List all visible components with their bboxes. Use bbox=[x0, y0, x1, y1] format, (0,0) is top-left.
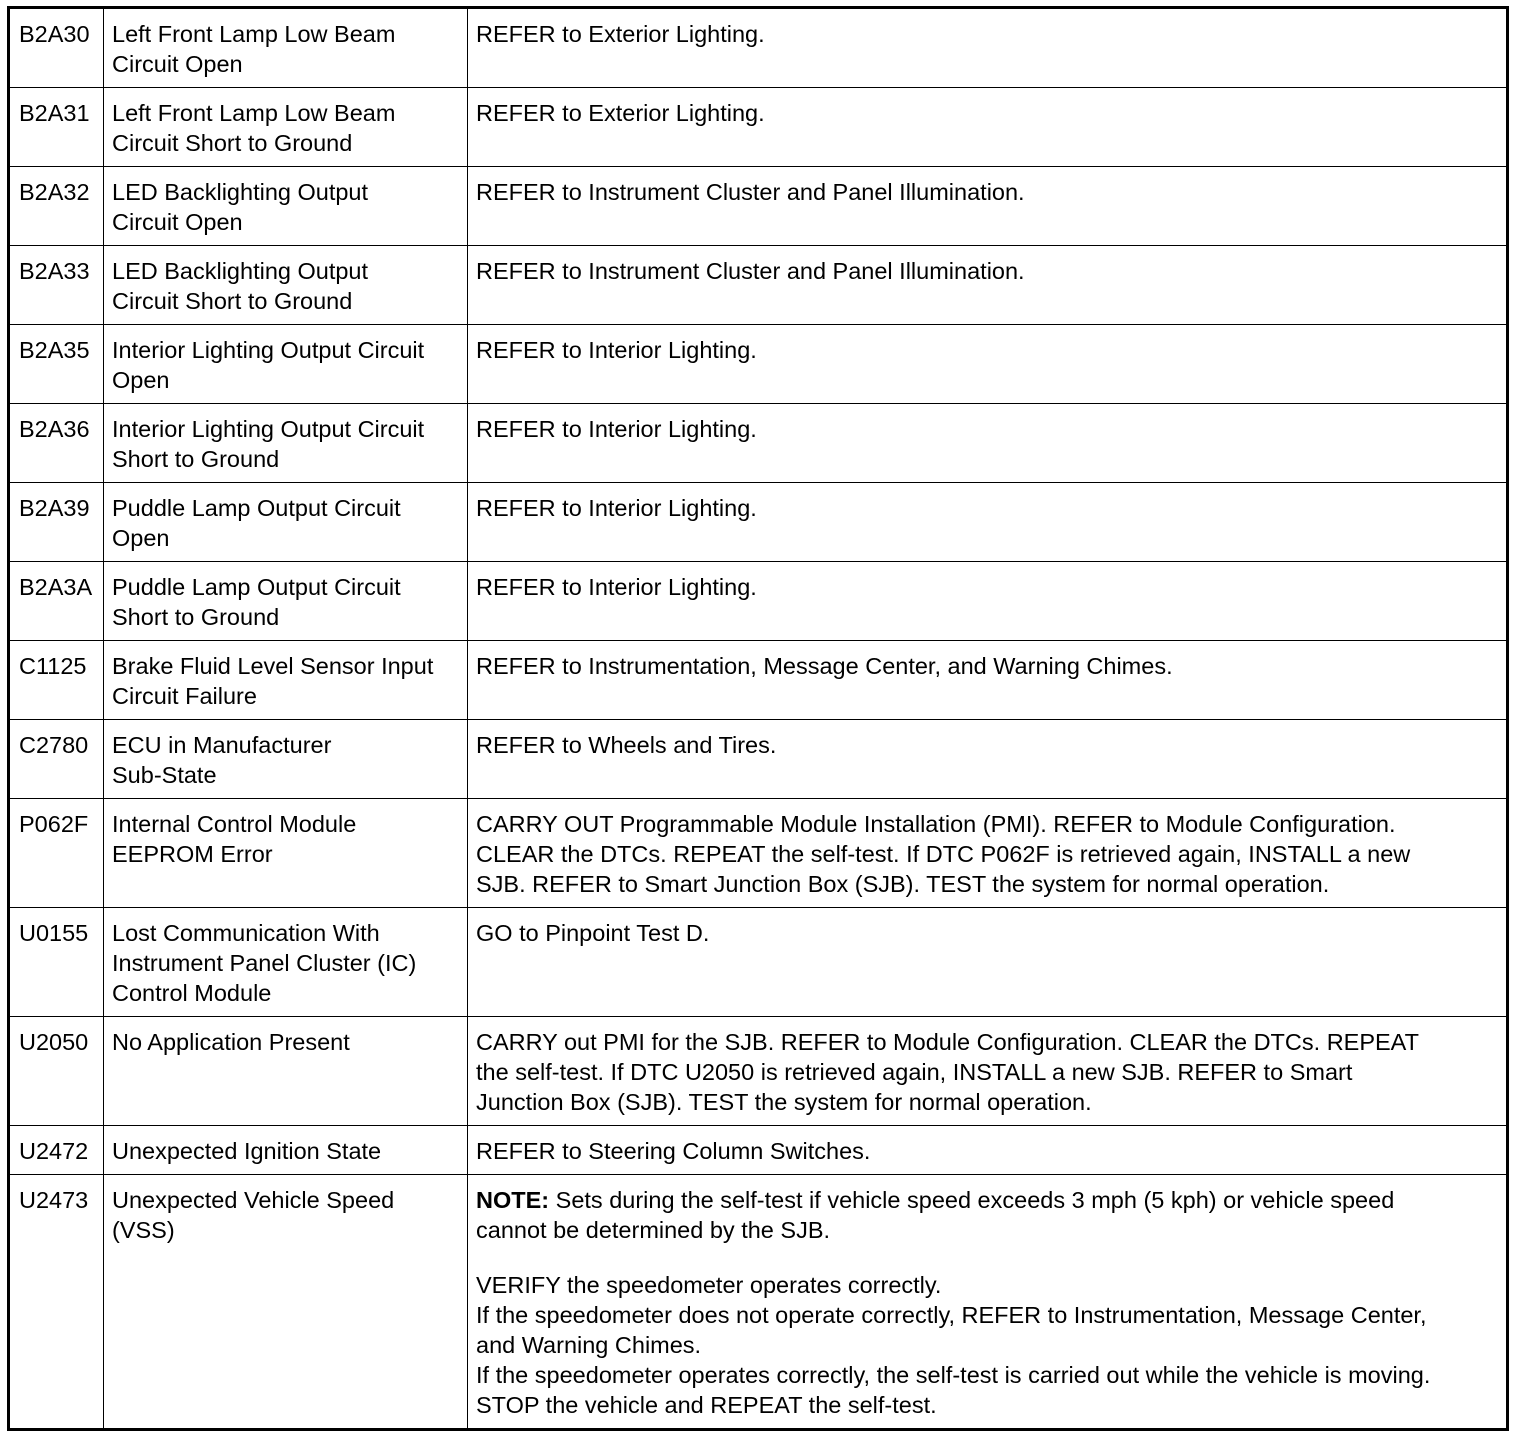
dtc-action-cell bbox=[468, 1017, 1508, 1126]
dtc-action-cell bbox=[468, 720, 1508, 799]
dtc-code-cell: C1125 bbox=[9, 641, 104, 720]
note-text: Sets during the self-test if vehicle speed exceeds 3 mph (5 kph) or vehicle speed bbox=[549, 1187, 1395, 1213]
cell-line: EEPROM Error bbox=[112, 841, 273, 867]
cell-line: Circuit Open bbox=[112, 51, 243, 77]
dtc-description-cell bbox=[104, 1017, 468, 1126]
table-row bbox=[9, 1017, 1508, 1126]
dtc-action-cell bbox=[468, 799, 1508, 908]
cell-line: Interior Lighting Output Circuit bbox=[112, 416, 425, 442]
dtc-action-cell bbox=[468, 908, 1508, 1017]
note-text-continued: cannot be determined by the SJB. bbox=[476, 1217, 831, 1243]
cell-line: ECU in Manufacturer bbox=[112, 732, 332, 758]
cell-line: Sub-State bbox=[112, 762, 217, 788]
dtc-code-cell: P062F bbox=[9, 799, 104, 908]
dtc-description-cell bbox=[104, 720, 468, 799]
cell-line: Open bbox=[112, 367, 170, 393]
dtc-table bbox=[7, 6, 1509, 1431]
table-row bbox=[9, 720, 1508, 799]
dtc-code-cell: B2A30 bbox=[9, 8, 104, 88]
cell-line: CLEAR the DTCs. REPEAT the self-test. If DTC P062F is retrieved again, INSTALL a new bbox=[476, 841, 1411, 867]
dtc-description-cell bbox=[104, 641, 468, 720]
table-row bbox=[9, 799, 1508, 908]
table-row bbox=[9, 641, 1508, 720]
cell-line: REFER to Exterior Lighting. bbox=[476, 21, 765, 47]
dtc-code-cell: C2780 bbox=[9, 720, 104, 799]
cell-line: Circuit Failure bbox=[112, 683, 257, 709]
table-row bbox=[9, 8, 1508, 88]
cell-line: REFER to Steering Column Switches. bbox=[476, 1138, 871, 1164]
cell-line: REFER to Interior Lighting. bbox=[476, 495, 757, 521]
paragraph-gap bbox=[476, 1245, 1498, 1270]
cell-line: Circuit Short to Ground bbox=[112, 288, 353, 314]
note-label: NOTE: bbox=[476, 1187, 550, 1213]
cell-line: If the speedometer operates correctly, the self-test is carried out while the vehicle is moving. bbox=[476, 1362, 1431, 1388]
cell-line: Left Front Lamp Low Beam bbox=[112, 21, 396, 47]
dtc-code-cell: B2A33 bbox=[9, 246, 104, 325]
cell-line: Open bbox=[112, 525, 170, 551]
dtc-code-cell: U0155 bbox=[9, 908, 104, 1017]
cell-line: Left Front Lamp Low Beam bbox=[112, 100, 396, 126]
cell-line: Lost Communication With bbox=[112, 920, 380, 946]
cell-line: REFER to Interior Lighting. bbox=[476, 416, 757, 442]
dtc-action-cell bbox=[468, 1126, 1508, 1175]
cell-line: Instrument Panel Cluster (IC) bbox=[112, 950, 417, 976]
table-row bbox=[9, 167, 1508, 246]
dtc-action-cell bbox=[468, 562, 1508, 641]
cell-line: Control Module bbox=[112, 980, 272, 1006]
cell-line: Short to Ground bbox=[112, 446, 280, 472]
cell-line: REFER to Interior Lighting. bbox=[476, 337, 757, 363]
dtc-action-cell bbox=[468, 404, 1508, 483]
cell-line: No Application Present bbox=[112, 1029, 350, 1055]
cell-line: VERIFY the speedometer operates correctly. bbox=[476, 1272, 942, 1298]
dtc-description-cell bbox=[104, 167, 468, 246]
dtc-description-cell bbox=[104, 325, 468, 404]
dtc-description-cell bbox=[104, 88, 468, 167]
cell-line: and Warning Chimes. bbox=[476, 1332, 702, 1358]
table-row bbox=[9, 1126, 1508, 1175]
cell-line: Short to Ground bbox=[112, 604, 280, 630]
cell-line: Circuit Short to Ground bbox=[112, 130, 353, 156]
cell-line: Circuit Open bbox=[112, 209, 243, 235]
cell-line: LED Backlighting Output bbox=[112, 258, 369, 284]
cell-line: SJB. REFER to Smart Junction Box (SJB). TEST the system for normal operation. bbox=[476, 871, 1330, 897]
cell-line: If the speedometer does not operate correctly, REFER to Instrumentation, Message Center, bbox=[476, 1302, 1427, 1328]
dtc-action-cell bbox=[468, 641, 1508, 720]
dtc-action-cell bbox=[468, 1175, 1508, 1430]
dtc-description-cell bbox=[104, 404, 468, 483]
dtc-description-cell bbox=[104, 8, 468, 88]
cell-line: Brake Fluid Level Sensor Input bbox=[112, 653, 434, 679]
dtc-description-cell bbox=[104, 1126, 468, 1175]
cell-line: GO to Pinpoint Test D. bbox=[476, 920, 710, 946]
cell-line: REFER to Instrument Cluster and Panel Illumination. bbox=[476, 258, 1025, 284]
table-row bbox=[9, 88, 1508, 167]
dtc-description-cell bbox=[104, 246, 468, 325]
table-row bbox=[9, 1175, 1508, 1430]
cell-line: Unexpected Ignition State bbox=[112, 1138, 382, 1164]
table-row bbox=[9, 404, 1508, 483]
dtc-action-cell bbox=[468, 167, 1508, 246]
dtc-description-cell bbox=[104, 483, 468, 562]
dtc-description-cell bbox=[104, 562, 468, 641]
cell-line: REFER to Wheels and Tires. bbox=[476, 732, 777, 758]
cell-line: CARRY out PMI for the SJB. REFER to Module Configuration. CLEAR the DTCs. REPEAT bbox=[476, 1029, 1419, 1055]
table-row bbox=[9, 483, 1508, 562]
dtc-description-cell bbox=[104, 908, 468, 1017]
cell-line: REFER to Interior Lighting. bbox=[476, 574, 757, 600]
cell-line: LED Backlighting Output bbox=[112, 179, 369, 205]
dtc-description-cell bbox=[104, 799, 468, 908]
dtc-table-body bbox=[9, 8, 1508, 1430]
cell-line: REFER to Instrumentation, Message Center, and Warning Chimes. bbox=[476, 653, 1173, 679]
table-row bbox=[9, 562, 1508, 641]
cell-line: Interior Lighting Output Circuit bbox=[112, 337, 425, 363]
note-line bbox=[476, 1185, 1498, 1215]
table-row bbox=[9, 246, 1508, 325]
table-row bbox=[9, 908, 1508, 1017]
dtc-action-cell bbox=[468, 88, 1508, 167]
dtc-code-cell: U2050 bbox=[9, 1017, 104, 1126]
cell-line: CARRY OUT Programmable Module Installation (PMI). REFER to Module Configuration. bbox=[476, 811, 1396, 837]
cell-line: REFER to Instrument Cluster and Panel Illumination. bbox=[476, 179, 1025, 205]
cell-line: Puddle Lamp Output Circuit bbox=[112, 574, 401, 600]
dtc-action-cell bbox=[468, 8, 1508, 88]
dtc-code-cell: U2472 bbox=[9, 1126, 104, 1175]
dtc-action-cell bbox=[468, 483, 1508, 562]
cell-line: REFER to Exterior Lighting. bbox=[476, 100, 765, 126]
table-row bbox=[9, 325, 1508, 404]
dtc-code-cell: B2A3A bbox=[9, 562, 104, 641]
dtc-code-cell: B2A31 bbox=[9, 88, 104, 167]
dtc-code-cell: B2A36 bbox=[9, 404, 104, 483]
cell-line: Internal Control Module bbox=[112, 811, 357, 837]
cell-line: STOP the vehicle and REPEAT the self-test. bbox=[476, 1392, 937, 1418]
cell-line: Puddle Lamp Output Circuit bbox=[112, 495, 401, 521]
cell-line: the self-test. If DTC U2050 is retrieved again, INSTALL a new SJB. REFER to Smart bbox=[476, 1059, 1353, 1085]
dtc-code-cell: B2A32 bbox=[9, 167, 104, 246]
cell-line: (VSS) bbox=[112, 1217, 175, 1243]
cell-line: Unexpected Vehicle Speed bbox=[112, 1187, 395, 1213]
dtc-code-cell: U2473 bbox=[9, 1175, 104, 1430]
dtc-code-cell: B2A35 bbox=[9, 325, 104, 404]
cell-line: Junction Box (SJB). TEST the system for normal operation. bbox=[476, 1089, 1092, 1115]
dtc-action-cell bbox=[468, 246, 1508, 325]
dtc-description-cell bbox=[104, 1175, 468, 1430]
dtc-action-cell bbox=[468, 325, 1508, 404]
dtc-code-cell: B2A39 bbox=[9, 483, 104, 562]
